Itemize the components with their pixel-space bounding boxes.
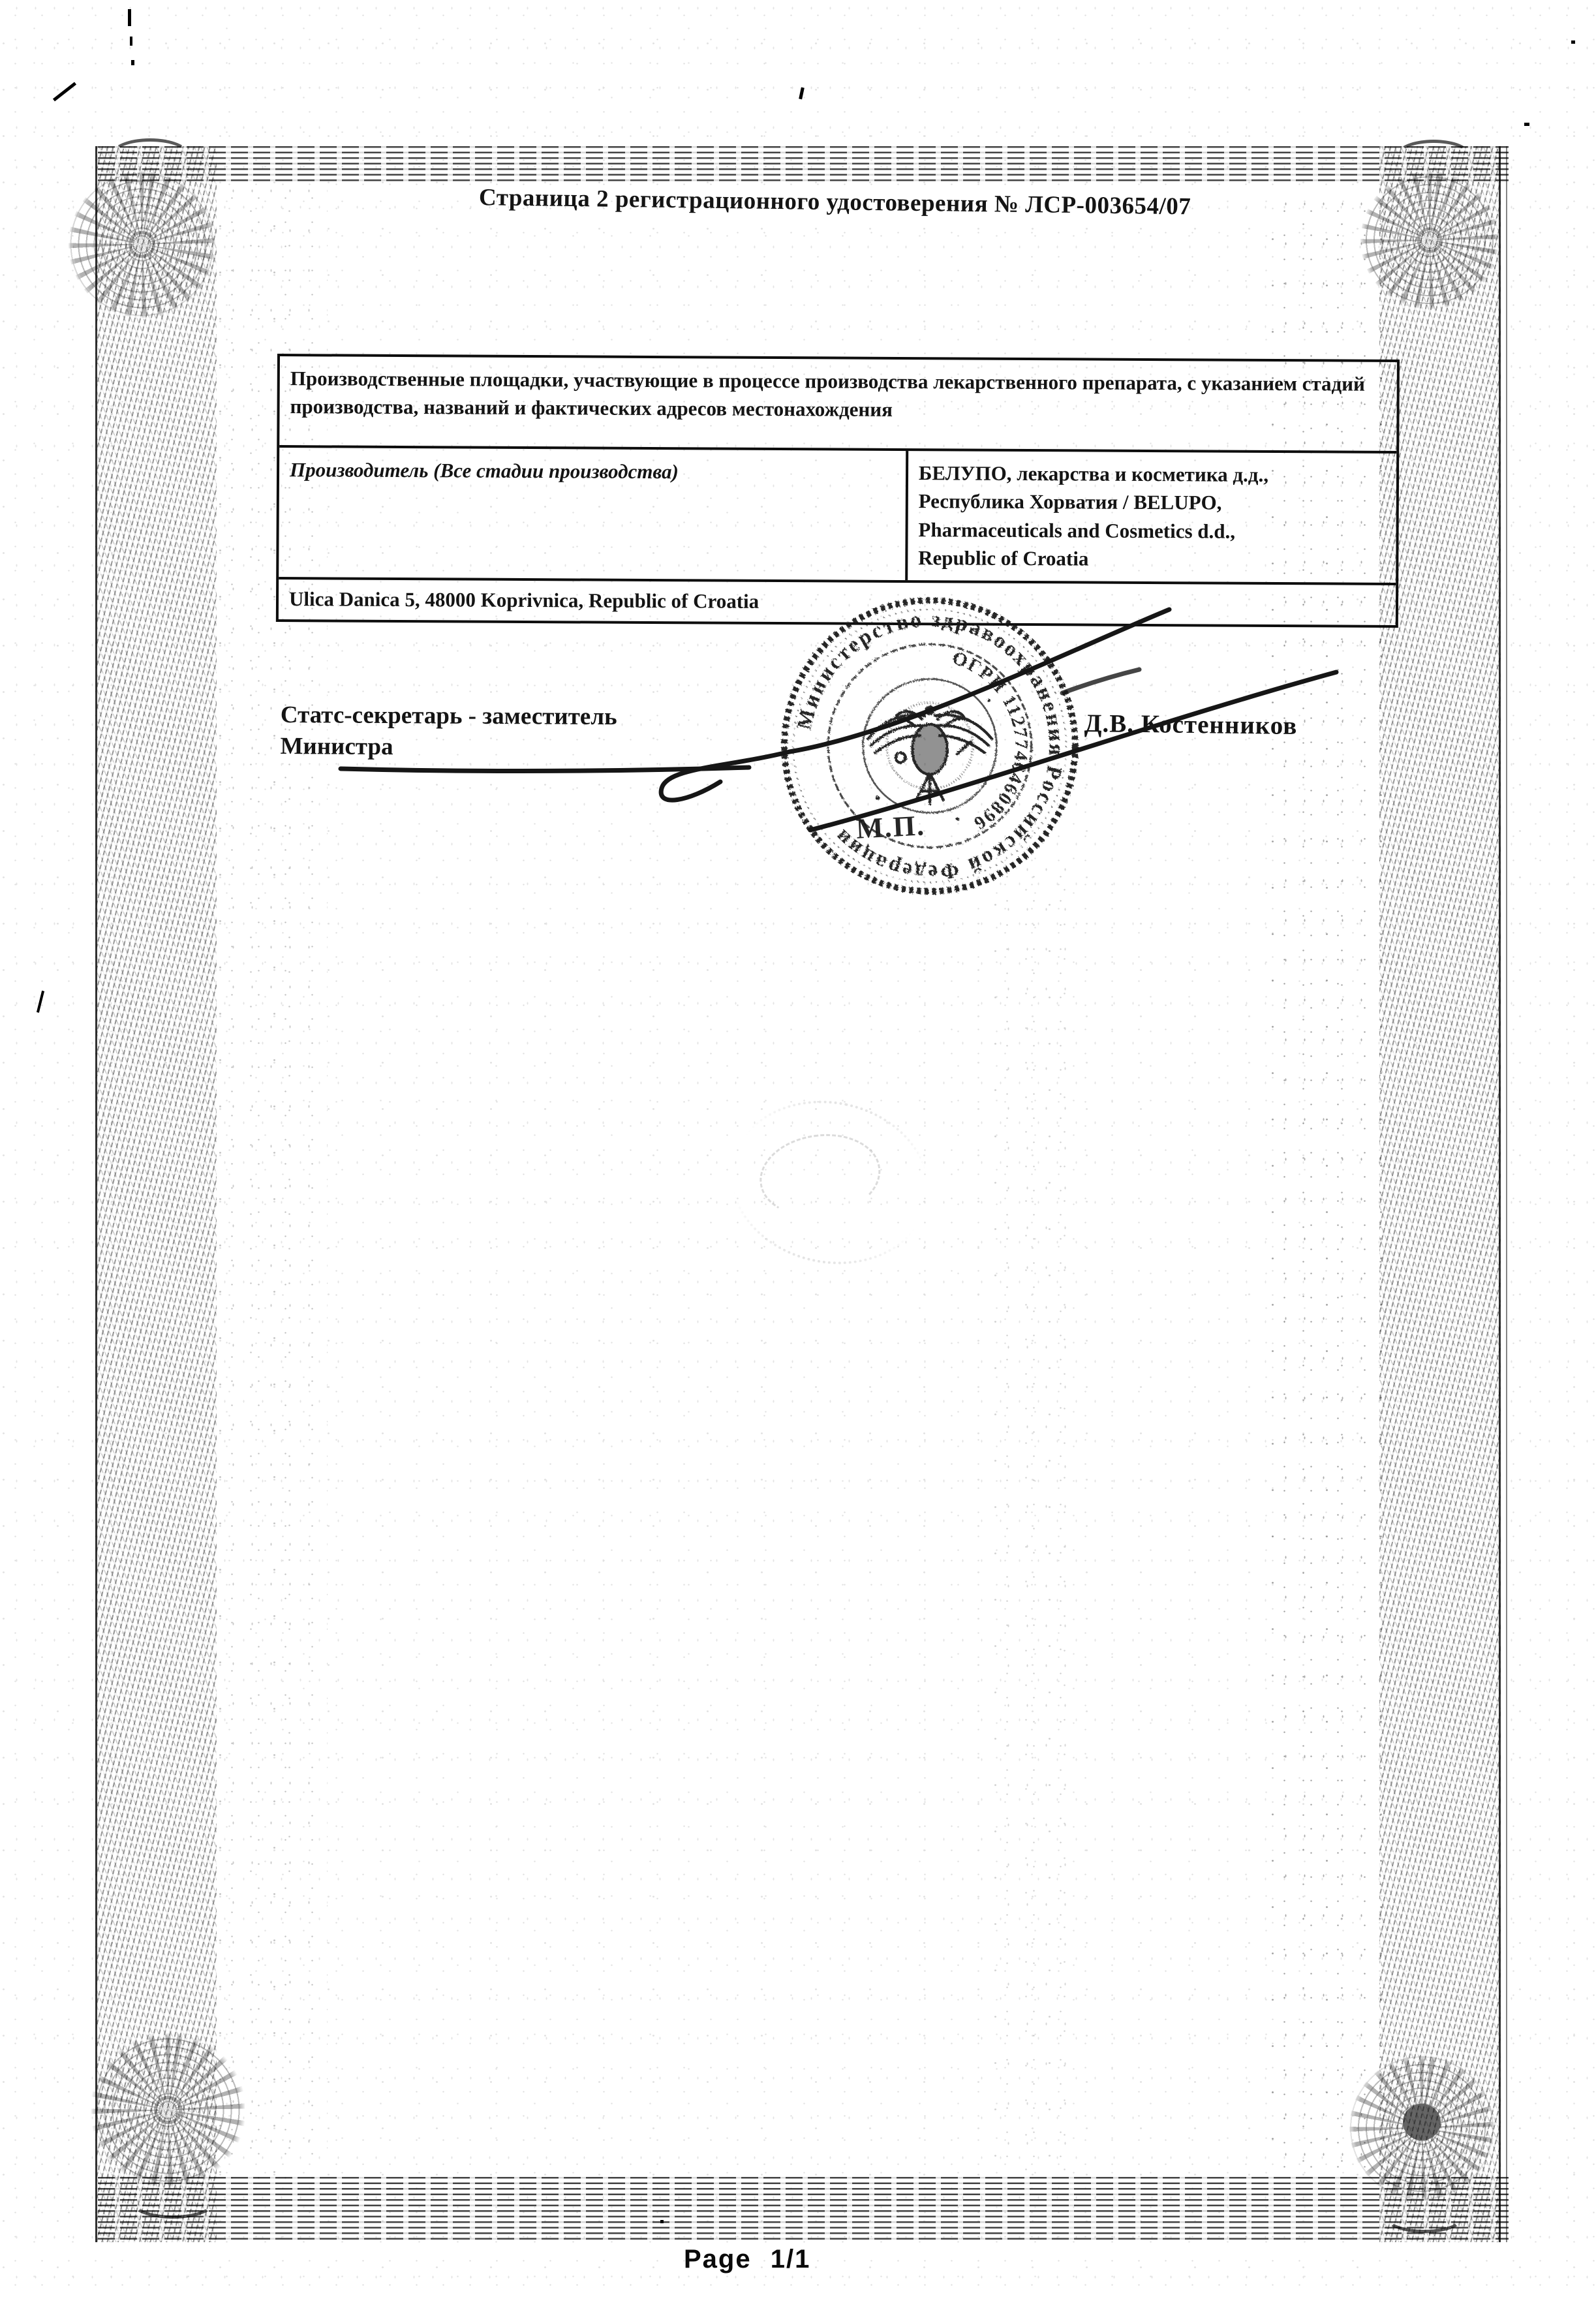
frame-top-band bbox=[98, 146, 1509, 183]
corner-arc-bottom-left bbox=[130, 2185, 215, 2219]
scan-artifact bbox=[53, 82, 76, 102]
scan-artifact bbox=[128, 9, 131, 26]
table-header-cell: Производственные площадки, участвующие в процессе производства лекарственного препарата, с указанием стадий производства, названий и фактических адресов местонахождения bbox=[290, 367, 1366, 422]
scan-artifact bbox=[1524, 123, 1529, 126]
ghost-stamp-smudge bbox=[715, 1083, 945, 1283]
frame-left-edge-line bbox=[95, 146, 97, 2242]
ghost-stamp-inner-arc bbox=[754, 1126, 886, 1225]
seal-mp-label: М.П. bbox=[855, 809, 926, 845]
corner-rosette-bottom-right bbox=[1349, 2056, 1494, 2200]
frame-right-edge-line bbox=[1499, 146, 1501, 2242]
scan-artifact bbox=[1571, 40, 1575, 44]
footer-page-indicator: Page 1/1 bbox=[684, 2245, 811, 2274]
corner-rosette-bottom-left bbox=[91, 2033, 245, 2187]
signatory-title-line: Статс-секретарь - заместитель bbox=[280, 701, 617, 731]
seal-ring-text: Министерство здравоохранения Российской Федерации bbox=[792, 608, 1068, 884]
scan-artifact bbox=[660, 2220, 664, 2223]
frame-right-edge-line-2 bbox=[1506, 146, 1507, 2242]
signatory-title-line: Министра bbox=[280, 733, 393, 761]
corner-arc-top-right bbox=[1396, 140, 1471, 171]
scan-artifact bbox=[37, 991, 44, 1013]
signatory-name: Д.В. Костенников bbox=[1084, 709, 1298, 740]
corner-arc-bottom-right bbox=[1385, 2200, 1464, 2233]
corner-rosette-top-left bbox=[69, 171, 215, 318]
producer-label-cell: Производитель (Все стадии производства) bbox=[279, 448, 908, 580]
table-row-producer bbox=[279, 445, 1396, 583]
table-row-header bbox=[279, 356, 1397, 451]
frame-left-band bbox=[97, 146, 217, 2242]
address-cell: Ulica Danica 5, 48000 Koprivnica, Republic of Croatia bbox=[288, 587, 760, 613]
scan-noise-center-strip bbox=[992, 861, 1077, 2180]
page-header-line: Страница 2 регистрационного удостоверения № ЛСР-003654/07 bbox=[478, 184, 1191, 221]
corner-arc-top-left bbox=[111, 138, 189, 171]
manufacturer-line: Pharmaceuticals and Cosmetics d.d., bbox=[918, 517, 1236, 543]
frame-bottom-band bbox=[98, 2177, 1509, 2242]
scan-artifact bbox=[130, 37, 132, 46]
scan-artifact bbox=[131, 60, 134, 65]
seal-ogrn-text: ОГРН 1127746460896 bbox=[949, 647, 1032, 835]
manufacturer-value-cell bbox=[908, 451, 1396, 582]
manufacturer-line: БЕЛУПО, лекарства и косметика д.д., bbox=[918, 461, 1269, 486]
manufacturer-line: Республика Хорватия / BELUPO, bbox=[918, 489, 1222, 514]
corner-rosette-top-right bbox=[1360, 171, 1499, 309]
scan-artifact bbox=[799, 87, 805, 100]
signature-flourish bbox=[326, 574, 1344, 874]
punch-hole-dot bbox=[1403, 2104, 1441, 2140]
manufacturer-line: Republic of Croatia bbox=[918, 546, 1089, 570]
